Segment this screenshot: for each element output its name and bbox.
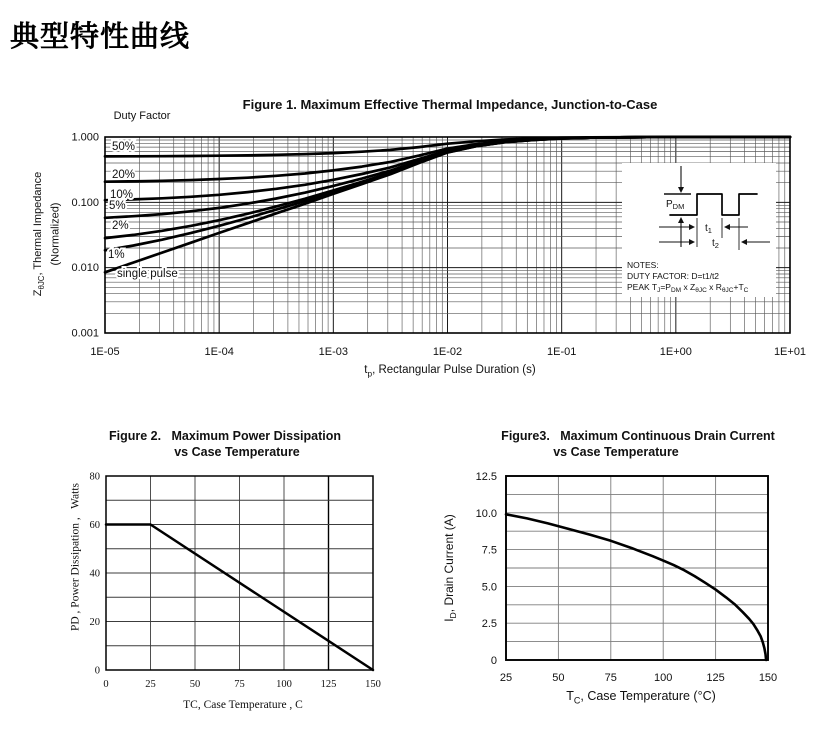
page-title: 典型特性曲线: [10, 21, 191, 53]
fig2-grid: [106, 476, 373, 670]
fig1-ytick-label: 0.001: [71, 327, 99, 340]
figure1-chart: [0, 90, 821, 385]
figure1-duty-factor-label: Duty Factor: [113, 110, 171, 122]
fig3-xtick-label: 100: [654, 672, 673, 684]
figure3-title-line1: Figure3. Maximum Continuous Drain Current: [501, 429, 775, 443]
fig2-xtick-label: 150: [365, 679, 381, 690]
fig3-ytick-label: 2.5: [481, 618, 497, 631]
fig2-xtick-label: 125: [320, 679, 337, 690]
fig2-xtick-label: 25: [145, 679, 156, 690]
fig1-curve-label-50%: 50%: [112, 141, 136, 153]
figure2-title-line2: vs Case Temperature: [174, 445, 300, 459]
fig2-ytick-label: 20: [89, 617, 100, 628]
figure2-x-axis-label: TC, Case Temperature , C: [183, 699, 303, 711]
fig2-x-ticks: [103, 679, 381, 690]
pulse-t1-label: $t_1$: [705, 223, 712, 235]
fig1-curve-label-single-pulse: single pulse: [117, 268, 178, 280]
figure3-x-axis-label: $T_C$, Case Temperature (°C): [566, 689, 716, 706]
fig1-xtick-label: 1E+01: [773, 346, 807, 358]
fig3-xtick-label: 25: [499, 672, 513, 684]
fig2-xtick-label: 0: [103, 679, 109, 690]
fig1-notes-line3: PEAK $T_J=P_{DM}$ x $Z_{\theta JC}$ x $R_{\theta JC}+T_C$: [627, 282, 749, 294]
fig3-y-ticks: [476, 471, 497, 667]
fig1-xtick-label: 1E-01: [546, 346, 577, 358]
fig2-xtick-label: 50: [189, 679, 201, 690]
figure2-y-axis-label: PD , Power Dissipation , Watts: [69, 482, 82, 632]
fig3-ytick-label: 5.0: [481, 581, 497, 594]
fig1-curve-label-5%: 5%: [109, 200, 126, 212]
fig3-ytick-label: 10.0: [475, 507, 497, 520]
fig3-x-ticks: [500, 672, 777, 684]
fig2-ytick-label: 40: [89, 568, 100, 580]
fig1-xtick-label: 1E+00: [659, 346, 692, 358]
fig2-ytick-label: 80: [89, 471, 100, 483]
fig1-notes-line2: DUTY FACTOR: D=t1/t2: [627, 271, 720, 281]
fig1-curve-label-10%: 10%: [110, 189, 134, 201]
figure3-y-axis-label: $I_D$, Drain Current (A): [441, 514, 459, 622]
figure2-title-line1: Figure 2. Maximum Power Dissipation: [109, 429, 341, 443]
figure1-x-axis-label: $t_p$, Rectangular Pulse Duration (s): [364, 364, 536, 379]
figure3-chart: [430, 455, 821, 731]
fig3-series: [506, 514, 766, 660]
fig1-xtick-label: 1E-04: [204, 346, 234, 358]
fig1-curve-label-2%: 2%: [112, 220, 129, 232]
fig3-ytick-label: 12.5: [475, 471, 497, 483]
fig1-x-ticks: [90, 346, 806, 358]
fig3-grid: [506, 476, 768, 660]
fig2-y-ticks: [90, 472, 101, 677]
fig3-xtick-label: 50: [552, 672, 565, 684]
fig1-xtick-label: 1E-02: [432, 346, 463, 358]
fig3-curve-id: [506, 514, 766, 660]
fig2-xtick-label: 100: [276, 679, 292, 690]
fig1-ytick-label: 0.100: [71, 196, 99, 209]
figure1-y-axis-label-line2: (Normalized): [49, 202, 62, 266]
fig1-curve-label-1%: 1%: [108, 249, 125, 261]
fig1-curve-label-20%: 20%: [112, 169, 136, 181]
fig2-ytick-label: 0: [94, 665, 100, 677]
fig1-notes-line1: NOTES:: [627, 260, 659, 270]
fig2-ytick-label: 60: [89, 520, 100, 531]
fig1-xtick-label: 1E-05: [90, 346, 120, 358]
figure1-title: Figure 1. Maximum Effective Thermal Impedance, Junction-to-Case: [242, 97, 658, 112]
fig1-xtick-label: 1E-03: [318, 346, 349, 358]
pulse-t2-label: $t_2$: [712, 238, 719, 250]
fig3-ytick-label: 7.5: [481, 544, 497, 557]
figure2-chart: [40, 455, 410, 731]
fig3-ytick-label: 0: [490, 655, 497, 667]
pulse-peak-label: $P_{DM}$: [666, 199, 685, 211]
fig3-xtick-label: 75: [604, 672, 617, 684]
figure3-title-line2: vs Case Temperature: [553, 445, 679, 459]
figure1-y-axis-label: $Z_{\theta JC}$, Thermal Impedance: [31, 171, 47, 297]
fig1-y-ticks: [71, 132, 99, 340]
fig1-ytick-label: 0.010: [71, 262, 99, 275]
fig1-inset: [622, 163, 776, 297]
fig1-ytick-label: 1.000: [71, 131, 99, 144]
fig3-xtick-label: 150: [758, 672, 778, 684]
fig2-xtick-label: 75: [234, 679, 245, 690]
fig3-xtick-label: 125: [706, 672, 725, 684]
